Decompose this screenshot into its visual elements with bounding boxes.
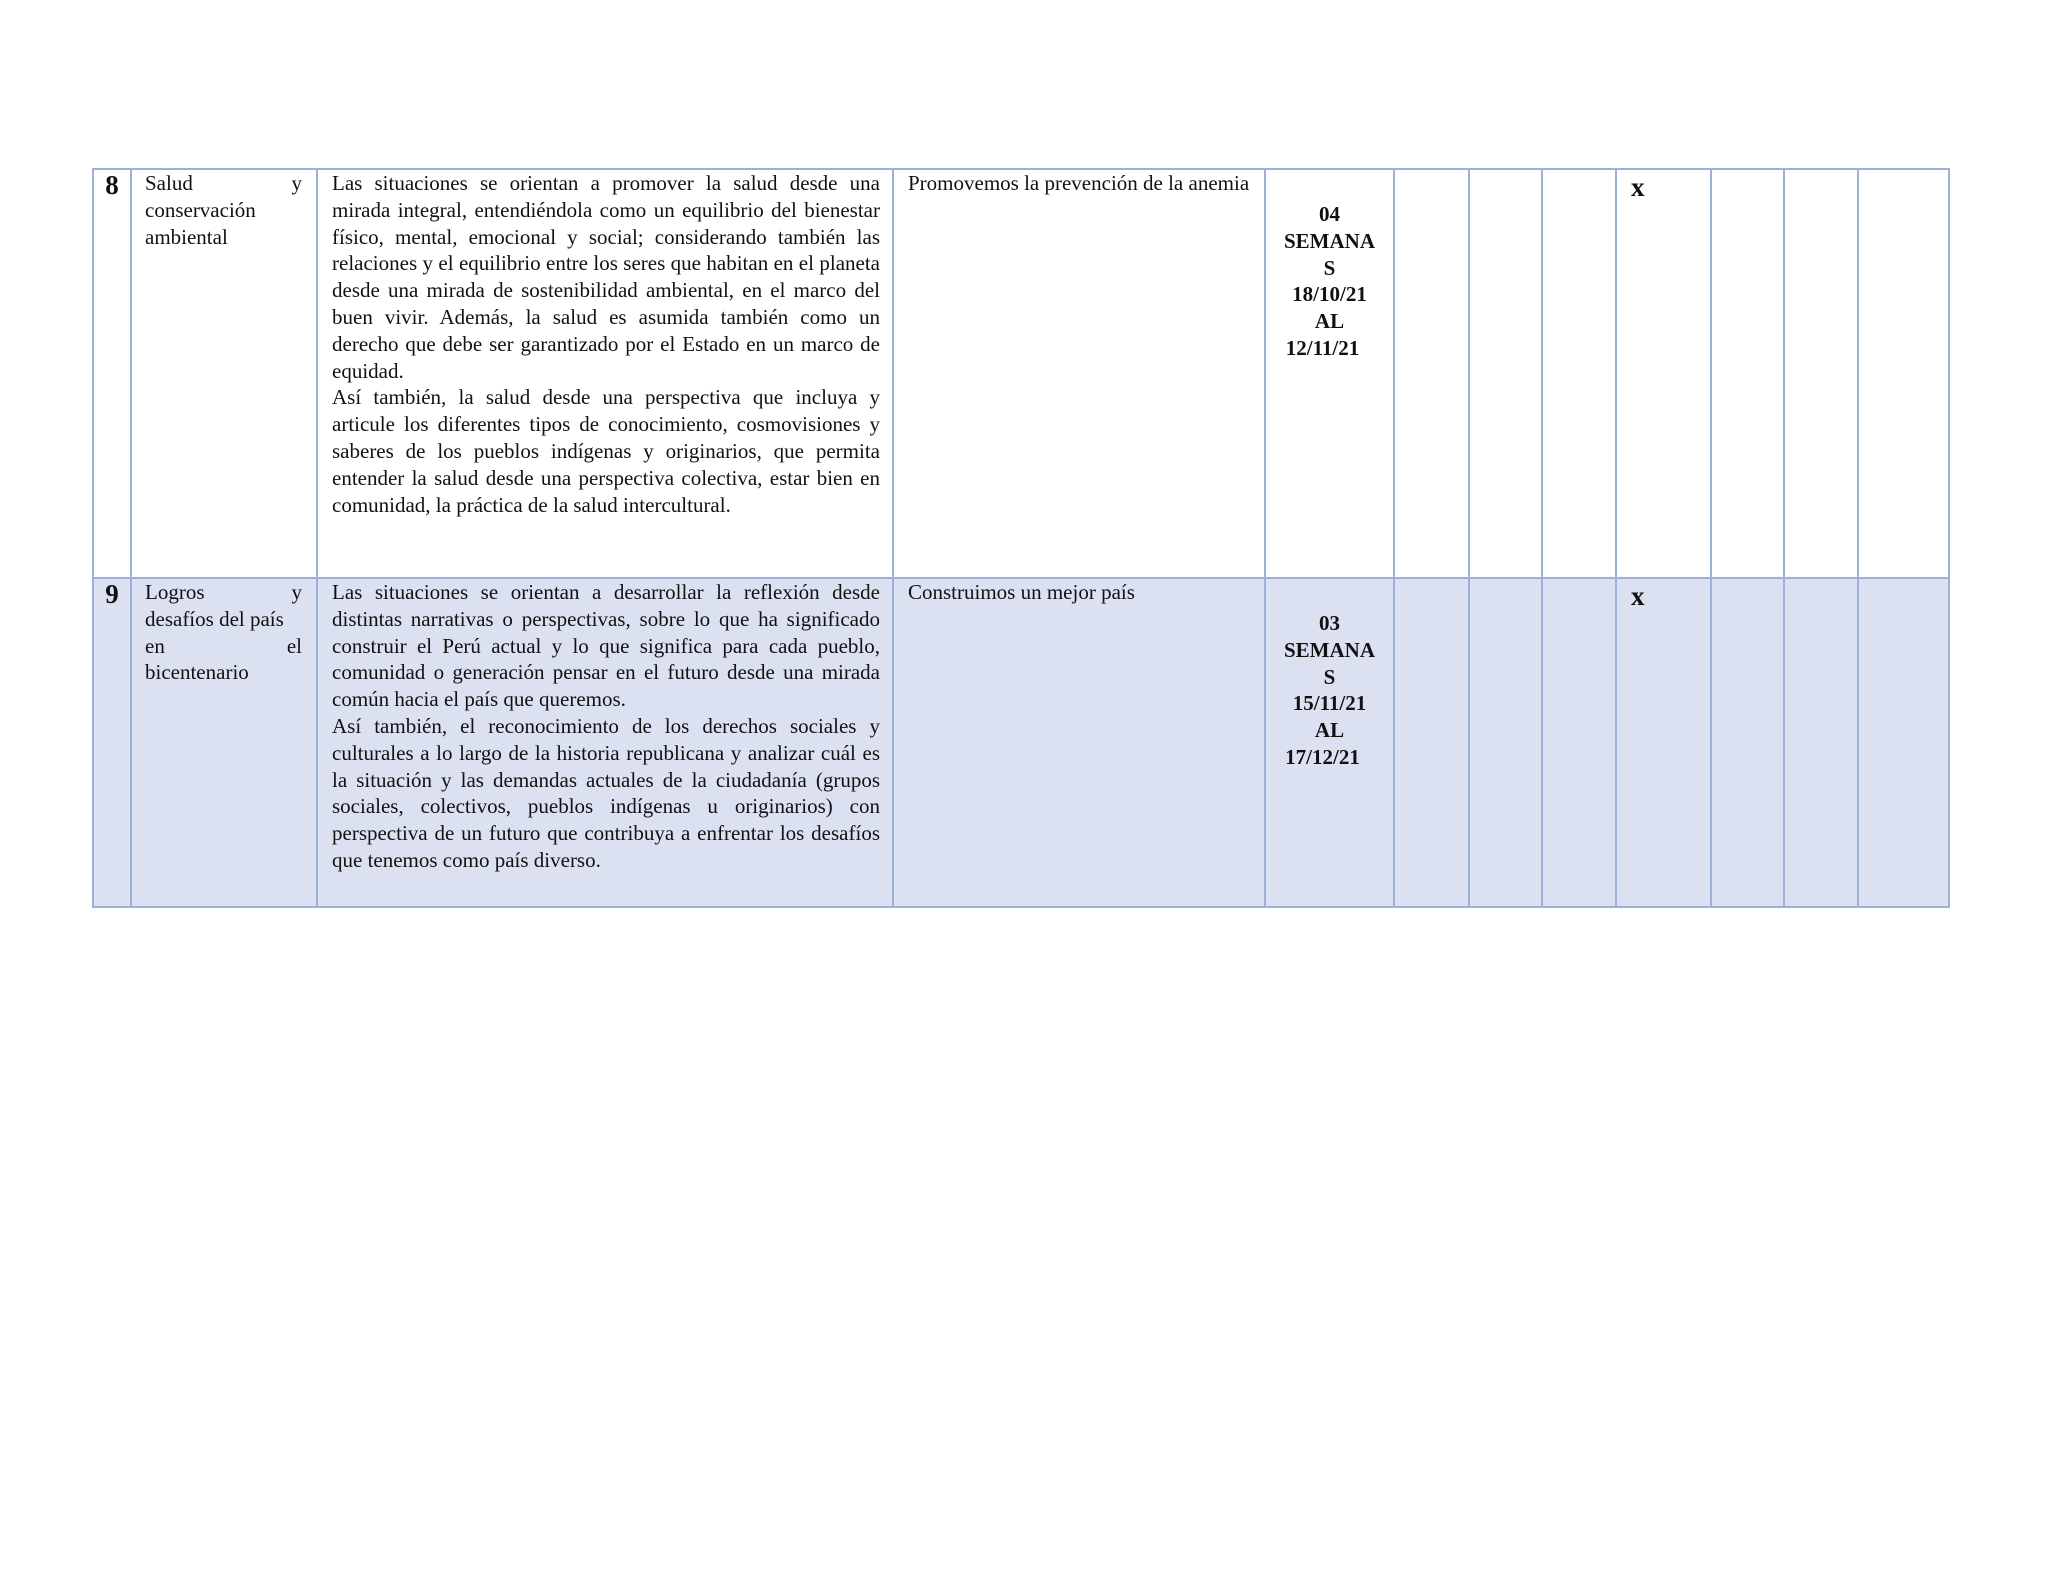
description-paragraph: Las situaciones se orientan a desarrollar la reflexión desde distintas narrativas o perspectivas, sobre lo que ha significado construir el Perú actual y lo que significa para cada pueblo, comunidad o generación pensar en el futuro desde una mirada común hacia el país que queremos. bbox=[332, 580, 880, 712]
theme-line: Logros y bbox=[145, 580, 302, 604]
empty-cell bbox=[1711, 578, 1784, 907]
empty-cell bbox=[1394, 578, 1469, 907]
theme-line: desafíos del país bbox=[145, 606, 284, 631]
description-paragraph: Las situaciones se orientan a promover la salud desde una mirada integral, entendiéndola como un equilibrio del bienestar físico, mental, emocional y social; considerando también las relaciones y el equilibrio entre los seres que habitan en el planeta desde una mirada de sostenibilidad ambiental, en el marco del buen vivir. Además, la salud es asumida también como un derecho que debe ser garantizado por el Estado en un marco de equidad. bbox=[332, 171, 880, 383]
theme-line: bicentenario bbox=[145, 660, 249, 685]
weeks-count: 04 bbox=[1319, 202, 1340, 226]
empty-cell bbox=[1542, 169, 1616, 578]
date-separator: AL bbox=[1314, 718, 1345, 743]
description-cell bbox=[317, 578, 893, 907]
empty-cell bbox=[1784, 169, 1858, 578]
activity-cell: Promovemos la prevención de la anemia bbox=[893, 169, 1265, 578]
theme-line: conservación bbox=[145, 197, 256, 222]
theme-line: en el bbox=[145, 633, 302, 658]
theme-line: Salud y bbox=[145, 171, 302, 195]
weeks-cell bbox=[1265, 169, 1394, 578]
description-paragraph: Así también, la salud desde una perspectiva que incluya y articule los diferentes tipos de conocimiento, cosmovisiones y saberes de los pueblos indígenas y originarios, que permita entender la salud desde una perspectiva colectiva, estar bien en comunidad, la práctica de la salud intercultural. bbox=[332, 385, 880, 517]
empty-cell bbox=[1784, 578, 1858, 907]
planning-table bbox=[92, 168, 1950, 908]
empty-cell bbox=[1858, 169, 1949, 578]
empty-cell bbox=[1711, 169, 1784, 578]
activity-cell: Construimos un mejor país bbox=[893, 578, 1265, 907]
theme-cell bbox=[131, 169, 317, 578]
empty-cell bbox=[1469, 169, 1542, 578]
empty-cell bbox=[1394, 169, 1469, 578]
weeks-word-tail: S bbox=[1323, 255, 1336, 280]
weeks-word: SEMANA bbox=[1283, 637, 1375, 662]
description-cell bbox=[317, 169, 893, 578]
weeks-cell bbox=[1265, 578, 1394, 907]
date-separator: AL bbox=[1314, 309, 1345, 334]
date-to: 12/11/21 bbox=[1285, 335, 1360, 360]
date-from: 15/11/21 bbox=[1292, 691, 1367, 716]
weeks-count: 03 bbox=[1319, 611, 1340, 635]
table-row bbox=[93, 578, 1949, 907]
theme-cell bbox=[131, 578, 317, 907]
description-paragraph: Así también, el reconocimiento de los derechos sociales y culturales a lo largo de la historia republicana y analizar cuál es la situación y las demandas actuales de la ciudadanía (grupos sociales, colectivos, pueblos indígenas u originarios) con perspectiva de un futuro que contribuya a enfrentar los desafíos que tenemos como país diverso. bbox=[332, 713, 880, 872]
theme-line: ambiental bbox=[145, 224, 228, 249]
row-number: 8 bbox=[93, 169, 131, 578]
weeks-word: SEMANA bbox=[1283, 228, 1375, 253]
check-mark: x bbox=[1616, 169, 1711, 578]
weeks-word-tail: S bbox=[1323, 664, 1336, 689]
table-row bbox=[93, 169, 1949, 578]
empty-cell bbox=[1469, 578, 1542, 907]
row-number: 9 bbox=[93, 578, 131, 907]
date-from: 18/10/21 bbox=[1292, 282, 1367, 307]
check-mark: x bbox=[1616, 578, 1711, 907]
empty-cell bbox=[1542, 578, 1616, 907]
date-to: 17/12/21 bbox=[1285, 744, 1360, 769]
empty-cell bbox=[1858, 578, 1949, 907]
